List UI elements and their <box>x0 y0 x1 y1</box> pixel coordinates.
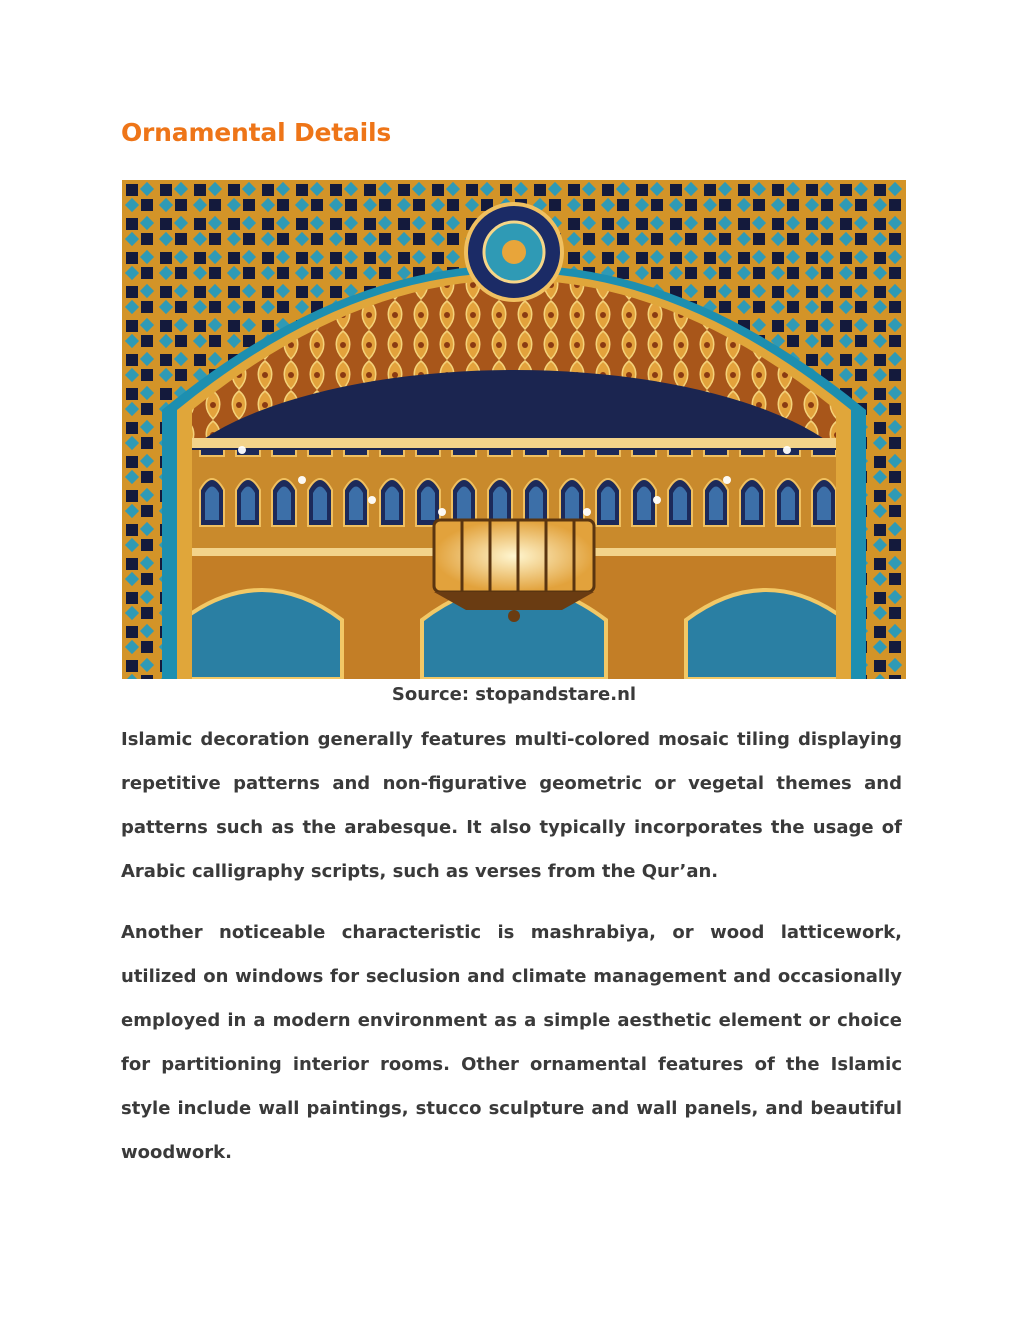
mosque-dome-photo <box>122 180 906 679</box>
body-paragraph: Islamic decoration generally features multi-colored mosaic tiling displaying repetitive patterns and non-figurative geometric or vegetal themes and patterns such as the arabesque. It also typically incorporates the usage of Arabic calligraphy scripts, such as verses from the Qur’an. <box>121 729 902 882</box>
image-caption: Source: stopandstare.nl <box>391 684 637 705</box>
page-title: Ornamental Details <box>121 118 392 147</box>
body-paragraph: Another noticeable characteristic is mashrabiya, or wood latticework, utilized on windows for seclusion and climate management and occasionally employed in a modern environment as a simple aesthetic element or choice for partitioning interior rooms. Other ornamental features of the Islamic style include wall paintings, stucco sculpture and wall panels, and beautiful woodwork. <box>121 922 902 1163</box>
